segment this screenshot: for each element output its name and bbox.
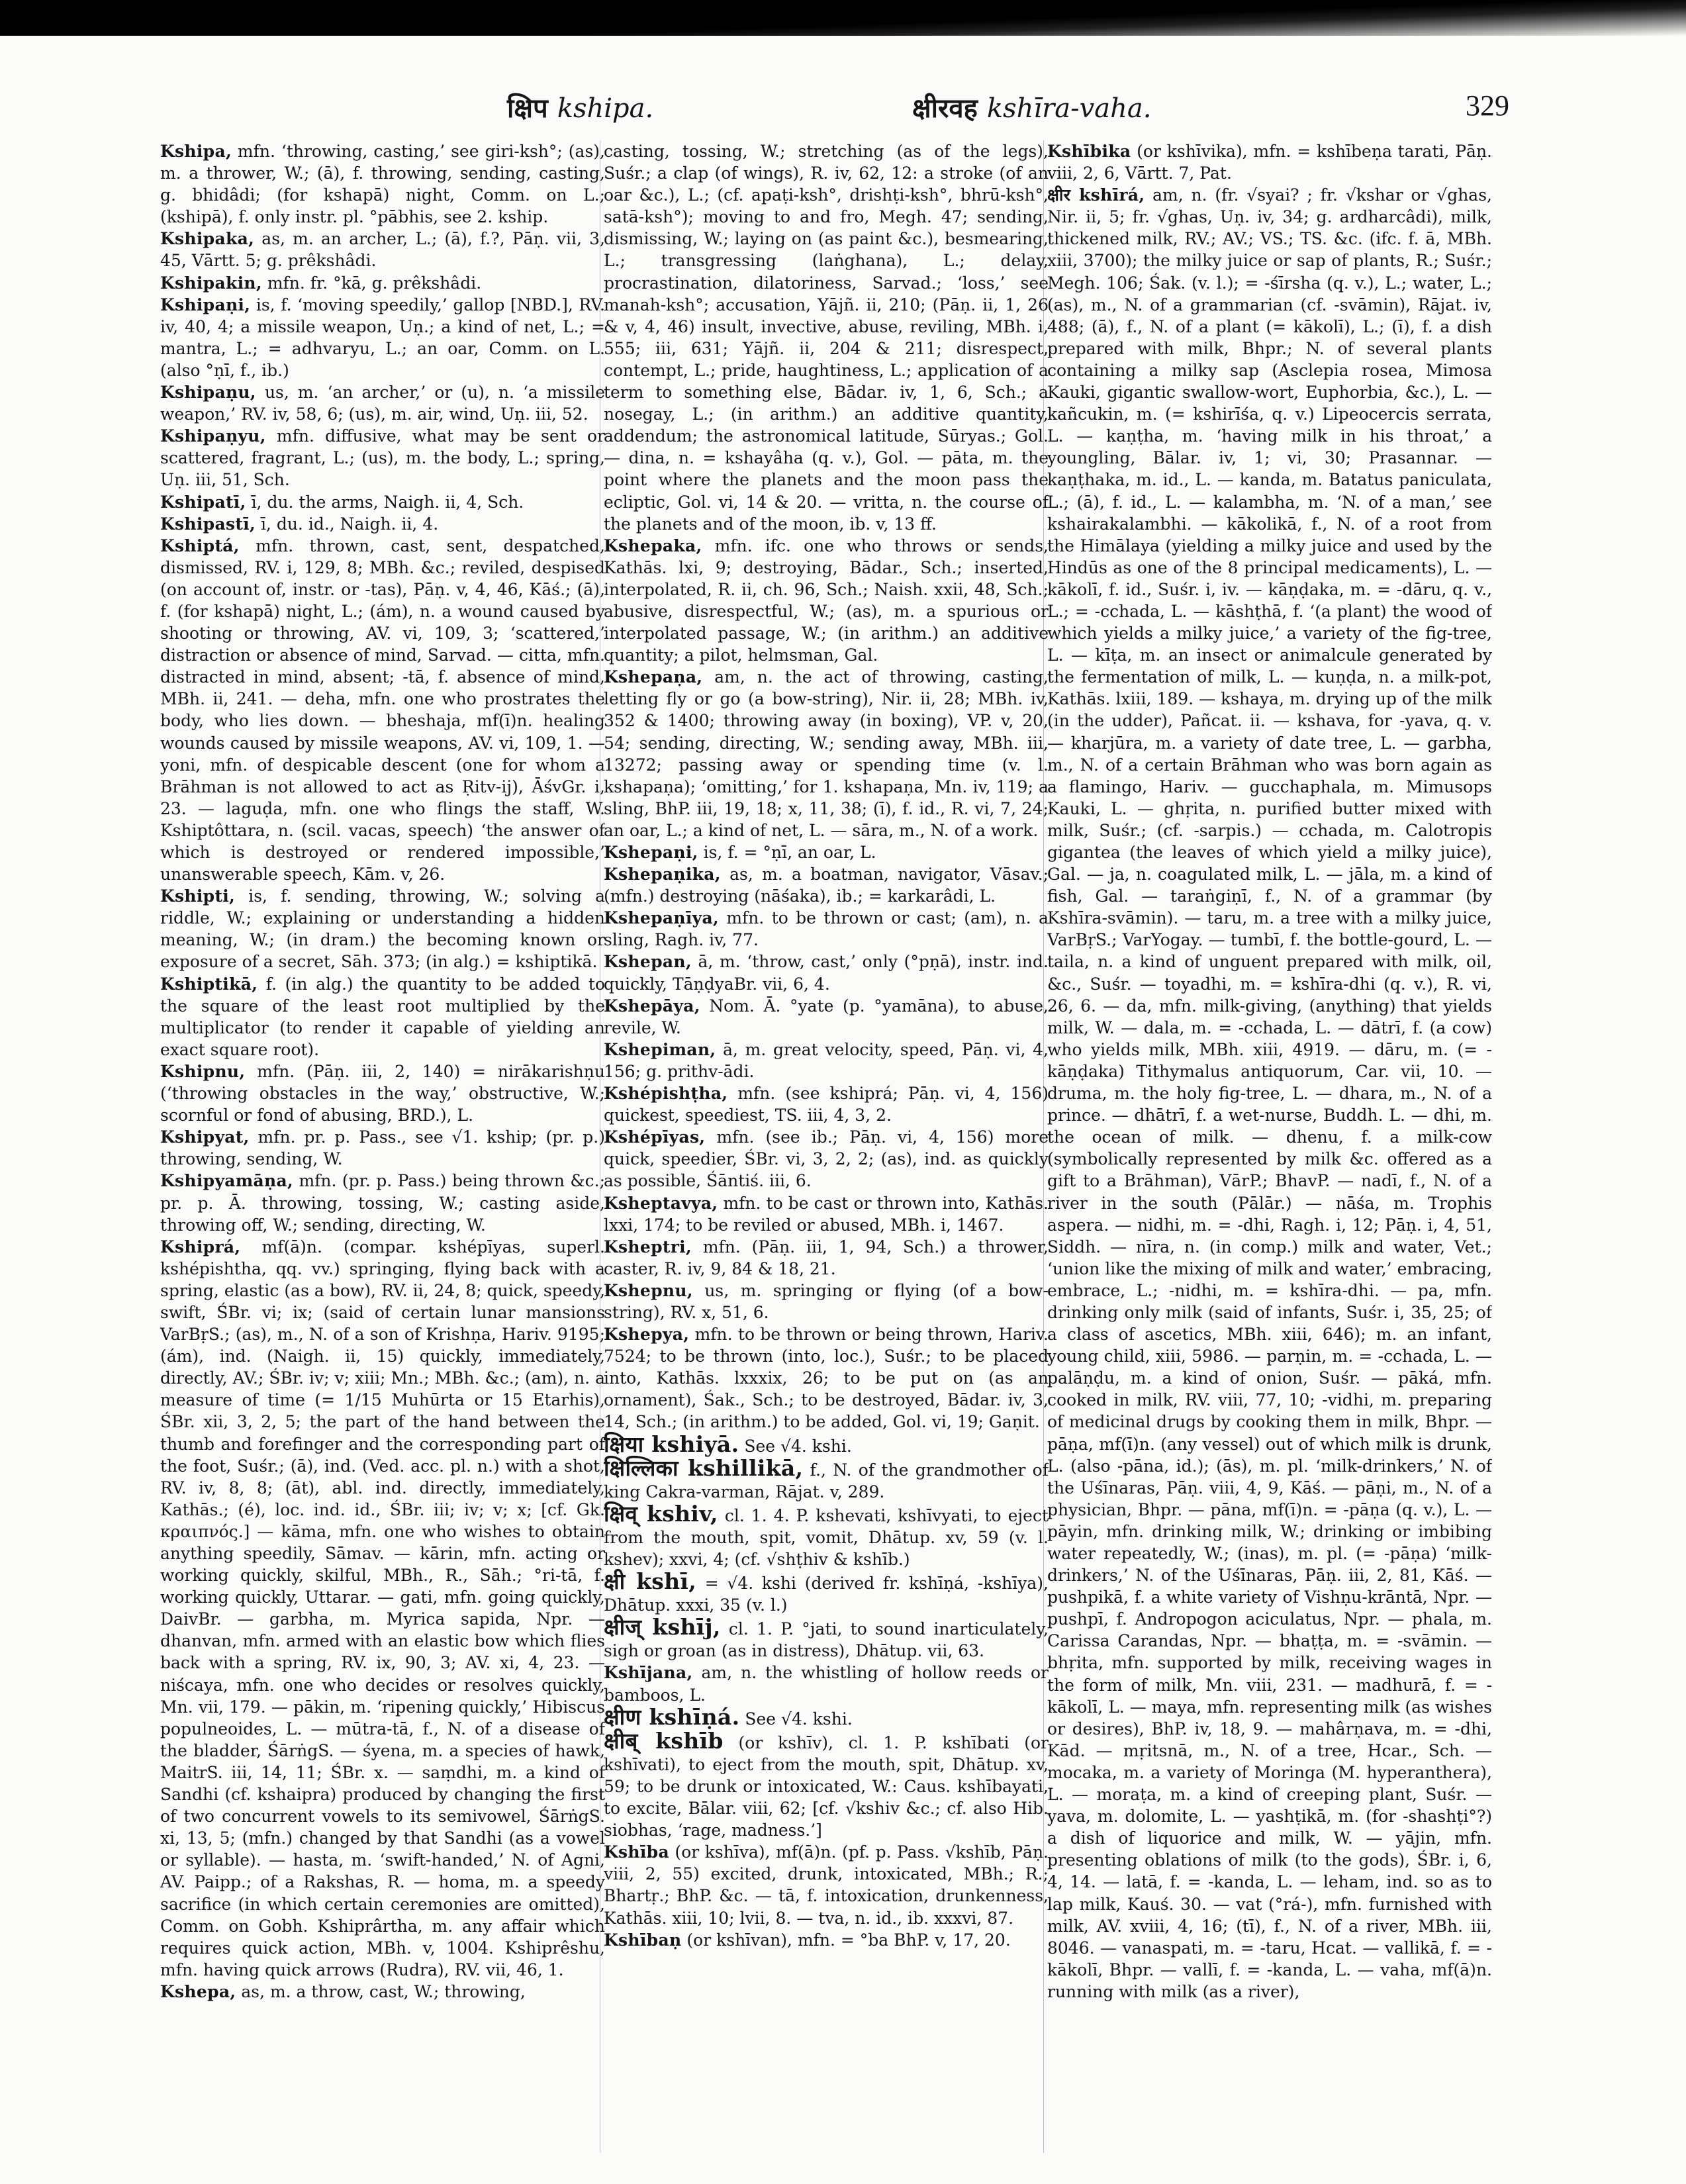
dictionary-entry: [604, 1616, 1049, 1662]
entry-definition: am, n. the whistling of hollow reeds or bamboos, L.: [604, 1663, 1049, 1705]
dictionary-entry: [160, 140, 605, 228]
entry-headword: Kshipaṇu,: [160, 383, 256, 403]
entry-headword: क्षीण kshīṇá.: [604, 1703, 740, 1730]
entry-headword: Kshepaka,: [604, 536, 702, 555]
entry-definition: mf(ā)n. (compar. kshépīyas, superl. kshépishtha, qq. vv.) springing, flying back with a spring, elastic (as a bow), RV. ii, 24, 8; quick, speedy, swift, ŚBr. vi; ix; (said of certain lunar mansions VarBṛS.; (as), m., N. of a son of Krishṇa, Hariv. 9195; (ám), ind. (Naigh. ii, 15) quickly, immediately, directly, AV.; ŚBr. iv; v; xiii; Mn.; MBh. &c.; (am), n. a measure of time (= 1/15 Muhūrta or 15 Etarhis), ŚBr. xii, 3, 2, 5; the part of the hand between the thumb and forefinger and the corresponding part of the foot, Suśr.; (ā), ind. (Ved. acc. pl. n.) with a shot, RV. iv, 8, 8; (āt), abl. ind. directly, immediately, Kathās.; (é), loc. ind. id., ŚBr. iii; iv; v; x; [cf. Gk. κραιπνός.] — kāma, mfn. one who wishes to obtain anything speedily, Sāmav. — kārin, mfn. acting or working quickly, skilful, MBh., R., Sāh.; °ri-tā, f. working quickly, Uttarar. — gati, mfn. going quickly, DaivBr. — garbha, m. Myrica sapida, Npr. — dhanvan, mfn. armed with an elastic bow which flies back with a spring, RV. ix, 90, 3; AV. xi, 4, 23. — niścaya, mfn. one who decides or resolves quickly, Mn. vii, 179. — pākin, m. ‘ripening quickly,’ Hibiscus populneoides, L. — mūtra-tā, f., N. of a disease of the bladder, ŚārṅgS. — śyena, m. a species of hawk, MaitrS. iii, 14, 11; ŚBr. x. — saṃdhi, m. a kind of Sandhi (cf. kshaipra) produced by changing the first of two concurrent vowels to its semivowel, ŚārṅgS. xi, 13, 5; (mfn.) changed by that Sandhi (as a vowel or syllable). — hasta, m. ‘swift-handed,’ N. of Agni, AV. Paipp.; of a Rakshas, R. — homa, m. a speedy sacrifice (in which certain ceremonies are omitted), Comm. on Gobh. Kshiprârtha, m. any affair which requires quick action, MBh. v, 1004. Kshiprêshu, mfn. having quick arrows (Rudra), RV. vii, 46, 1.: [160, 1237, 605, 1979]
entry-definition: mfn. to be thrown or being thrown, Hariv. 7524; to be thrown (into, loc.), Suśr.; to be placed into, Kathās. lxxxix, 26; to be put on (as an ornament), Śak., Sch.; to be destroyed, Bādar. iv, 3, 14, Sch.; (in arithm.) to be added, Gol. vi, 19; Gaṇit.: [604, 1325, 1049, 1432]
dictionary-entry: [604, 863, 1049, 907]
dictionary-entry: [604, 1323, 1049, 1433]
entry-definition: mfn. (pr. p. Pass.) being thrown &c.; pr. p. Ā. throwing, tossing, W.; casting aside, throwing off, W.; sending, directing, W.: [160, 1171, 605, 1235]
dictionary-entry: [604, 1192, 1049, 1236]
entry-headword: Kshepāya,: [604, 996, 700, 1016]
entry-headword: Kshepaṇi,: [604, 843, 698, 862]
dictionary-entry: [160, 1061, 605, 1126]
entry-headword: Ksheptri,: [604, 1237, 692, 1257]
entry-headword: क्षिव् kshiv,: [604, 1500, 718, 1527]
dictionary-entry: [160, 425, 605, 491]
entry-headword: Kshipaṇyu,: [160, 426, 266, 446]
page-number: 329: [1466, 89, 1509, 122]
entry-headword: क्षीज् kshīj,: [604, 1614, 721, 1640]
entry-headword: क्षीब् kshīb: [604, 1727, 724, 1754]
entry-headword: Kshepnu,: [604, 1280, 693, 1300]
entry-headword: Kshipaka,: [160, 229, 255, 249]
entry-headword: Kshepan,: [604, 952, 692, 972]
entry-definition: (or kshīva), mf(ā)n. (pf. p. Pass. √kshīb, Pāṇ. viii, 2, 55) excited, drunk, intoxicated, MBh.; R.; Bhartṛ.; BhP. &c. — tā, f. intoxication, drunkenness, Kathās. xiii, 10; lvii, 8. — tva, n. id., ib. xxxvi, 87.: [604, 1842, 1049, 1928]
entry-definition: is, f. = °ṇī, an oar, L.: [703, 843, 876, 862]
entry-definition: mfn. fr. °kā, g. prêkshâdi.: [267, 273, 482, 293]
entry-definition: ā, m. ‘throw, cast,’ only (°pṇā), instr. ind. quickly, TāṇḍyaBr. vii, 6, 4.: [604, 952, 1049, 994]
entry-definition: as, m. an archer, L.; (ā), f.?, Pāṇ. vii, 3, 45, Vārtt. 5; g. prêkshâdi.: [160, 229, 605, 271]
dictionary-entry: [160, 294, 605, 381]
entry-headword: Kshepaṇika,: [604, 865, 721, 884]
dictionary-entry: [604, 1500, 1049, 1570]
running-head-left-word: kshipa.: [557, 93, 654, 124]
running-head-left-devanagari: क्षिप: [507, 93, 548, 124]
entry-headword: Kshībika: [1047, 142, 1131, 161]
entry-headword: Kshipaṇi,: [160, 295, 251, 314]
dictionary-entry: [160, 491, 605, 513]
dictionary-column-3: [1047, 140, 1492, 2160]
dictionary-entry: [160, 228, 605, 271]
dictionary-entry: [160, 513, 605, 535]
dictionary-entry: [604, 951, 1049, 994]
entry-headword: Kshiptikā,: [160, 974, 258, 994]
dictionary-entry: [604, 1570, 1049, 1616]
entry-definition: ī, du. the arms, Naigh. ii, 4, Sch.: [251, 492, 524, 512]
entry-definition: f., N. of the grandmother of king Cakra-varman, Rājat. v, 289.: [604, 1460, 1049, 1501]
entry-definition: (or kshīvika), mfn. = kshībeṇa tarati, Pāṇ. viii, 2, 6, Vārtt. 7, Pat.: [1047, 142, 1492, 183]
entry-headword: Kshepya,: [604, 1325, 690, 1345]
entry-definition: (or kshīv), cl. 1. P. kshībati (or kshīvati), to eject from the mouth, spit, Dhātup. xv, 59; to be drunk or intoxicated, W.: Caus. kshībayati, to excite, Bālar. viii, 62; [cf. √kshiv &c.; cf. also Hib. siobhas, ‘rage, madness.’]: [604, 1733, 1049, 1840]
dictionary-entry: [604, 995, 1049, 1039]
entry-headword: Kshepaṇa,: [604, 667, 703, 687]
entry-headword: क्षी kshī,: [604, 1568, 697, 1595]
entry-headword: Kshepiman,: [604, 1039, 716, 1059]
scan-top-edge: [0, 0, 1686, 36]
entry-definition: mfn. to be thrown or cast; (am), n. a sling, Ragh. iv, 77.: [604, 908, 1049, 950]
dictionary-entry: [160, 1981, 605, 2003]
dictionary-entry: [160, 1170, 605, 1235]
entry-headword: Kshījana,: [604, 1663, 693, 1683]
entry-headword: Kshépishṭha,: [604, 1084, 728, 1104]
entry-definition: mfn. pr. p. Pass., see √1. kship; (pr. p.) throwing, sending, W.: [160, 1127, 605, 1169]
entry-definition: See √4. kshi.: [745, 1709, 853, 1729]
entry-headword: Kshépīyas,: [604, 1127, 706, 1147]
entry-headword: Kshiptá,: [160, 536, 240, 555]
dictionary-entry: [160, 1236, 605, 1981]
dictionary-entry: [604, 1703, 1049, 1730]
dictionary-entry: [604, 666, 1049, 841]
entry-definition: See √4. kshi.: [744, 1436, 852, 1456]
dictionary-entry: [160, 381, 605, 425]
running-head-left: [507, 89, 653, 125]
dictionary-column-2: [604, 140, 1049, 2160]
dictionary-entry: [604, 1236, 1049, 1280]
dictionary-entry: [604, 535, 1049, 667]
entry-definition: ā, m. great velocity, speed, Pāṇ. vi, 4, 156; g. prithv-ādi.: [604, 1039, 1049, 1081]
dictionary-entry: [604, 1433, 1049, 1457]
entry-definition: as, m. a boatman, navigator, Vāsav.; (mfn.) destroying (nāśaka), ib.; = karkarâdi, L.: [604, 865, 1049, 906]
dictionary-entry: [604, 1727, 1049, 1841]
entry-headword: Kshipyamāṇa,: [160, 1171, 294, 1191]
dictionary-column-1: [160, 140, 605, 2160]
dictionary-entry: [604, 1280, 1049, 1323]
running-head-right: [912, 89, 1151, 125]
entry-definition: us, m. springing or flying (of a bow-string), RV. x, 51, 6.: [604, 1280, 1049, 1322]
dictionary-entry: [160, 885, 605, 973]
entry-definition: mfn. diffusive, what may be sent or scattered, fragrant, L.; (us), m. the body, L.; spring, Uṇ. iii, 51, Sch.: [160, 426, 605, 490]
dictionary-entry: [1047, 184, 1492, 2003]
entry-definition: f. (in alg.) the quantity to be added to the square of the least root multiplied by the multiplicator (to render it capable of yielding an exact square root).: [160, 974, 605, 1059]
entry-headword: Kshipatī,: [160, 492, 246, 512]
entry-definition: am, n. the act of throwing, casting, letting fly or go (a bow-string), Nir. ii, 28; MBh. iv, 352 & 1400; throwing away (in boxing), VP. v, 20, 54; sending, directing, W.; sending away, MBh. iii, 13272; passing away or spending time (v. l. kshapaṇa); ‘omitting,’ for 1. kshapaṇa, Mn. iv, 119; a sling, BhP. iii, 19, 18; x, 11, 38; (ī), f. id., R. vi, 7, 24; an oar, L.; a kind of net, L. — sāra, m., N. of a work.: [604, 667, 1049, 840]
entry-definition: mfn. ‘throwing, casting,’ see giri-ksh°; (as), m. a thrower, W.; (ā), f. throwing, sending, casting, g. bhidâdi; (for kshapā) night, Comm. on L.; (kshipā), f. only instr. pl. °pābhis, see 2. kship.: [160, 142, 605, 227]
entry-definition: mfn. to be cast or thrown into, Kathās. lxxi, 174; to be reviled or abused, MBh. i, 1467.: [604, 1193, 1049, 1235]
entry-definition: us, m. ‘an archer,’ or (u), n. ‘a missile weapon,’ RV. iv, 58, 6; (us), m. air, wind, Uṇ. iii, 52.: [160, 383, 605, 424]
entry-definition: ī, du. id., Naigh. ii, 4.: [260, 514, 439, 534]
entry-definition: (or kshīvan), mfn. = °ba BhP. v, 17, 20.: [686, 1930, 1011, 1950]
entry-headword: Kshiprá,: [160, 1237, 241, 1257]
entry-definition: cl. 1. P. °jati, to sound inarticulately, sigh or groan (as in distress), Dhātup. vii, 63.: [604, 1619, 1049, 1661]
running-head-right-devanagari: क्षीरवह: [912, 93, 978, 124]
entry-headword: Kshipa,: [160, 142, 232, 161]
dictionary-entry: [604, 841, 1049, 863]
dictionary-entry: [604, 1039, 1049, 1082]
entry-headword: Kshipti,: [160, 886, 236, 906]
dictionary-entry: [1047, 140, 1492, 184]
entry-definition: Nom. Ā. °yate (p. °yamāna), to abuse, revile, W.: [604, 996, 1049, 1037]
entry-definition: mfn. ifc. one who throws or sends, Kathās. lxi, 9; destroying, Bādar., Sch.; inserted, interpolated, R. ii, ch. 96, Sch.; Naish. xxii, 48, Sch.; abusive, disrespectful, W.; (as), m. a spurious or interpolated passage, W.; (in arithm.) an additive quantity; a pilot, helmsman, Gal.: [604, 536, 1049, 665]
dictionary-entry: [604, 1841, 1049, 1928]
dictionary-entry: [160, 535, 605, 886]
dictionary-entry: [604, 1082, 1049, 1126]
entry-headword: क्षीर kshīrá,: [1047, 185, 1145, 205]
entry-headword: Kshepa,: [160, 1981, 236, 2001]
entry-definition: cl. 1. 4. P. kshevati, kshīvyati, to eject from the mouth, spit, vomit, Dhātup. xv, 59 (v. l. kshev); xxvi, 4; (cf. √shṭhiv & kshīb.): [604, 1505, 1049, 1569]
dictionary-entry: [160, 272, 605, 294]
entry-headword: क्षिया kshiyā.: [604, 1431, 739, 1457]
entry-definition: mfn. (see ib.; Pāṇ. vi, 4, 156) more quick, speedier, ŚBr. vi, 3, 2, 2; (as), ind. as quickly as possible, Śāntiś. iii, 6.: [604, 1127, 1049, 1191]
entry-definition: is, f. sending, throwing, W.; solving a riddle, W.; explaining or understanding a hidden meaning, W.; (in dram.) the becoming known or exposure of a secret, Sāh. 373; (in alg.) = kshiptikā.: [160, 886, 605, 972]
entry-headword: Kshībaṇ: [604, 1930, 682, 1950]
entry-headword: Kshība: [604, 1842, 669, 1862]
entry-headword: Ksheptavya,: [604, 1193, 718, 1213]
entry-definition: mfn. (Pāṇ. iii, 1, 94, Sch.) a thrower, caster, R. iv, 9, 84 & 18, 21.: [604, 1237, 1049, 1278]
page-header: [132, 89, 1509, 135]
dictionary-entry: [604, 1126, 1049, 1192]
entry-definition: is, f. ‘moving speedily,’ gallop [NBD.], RV. iv, 40, 4; a missile weapon, Uṇ.; a kind of net, L.; = mantra, L.; = adhvaryu, L.; an oar, Comm. on L. (also °ṇī, f., ib.): [160, 295, 605, 380]
dictionary-entry: [604, 1454, 1049, 1503]
entry-definition: = √4. kshi (derived fr. kshīṇá, -kshīya), Dhātup. xxxi, 35 (v. l.): [604, 1574, 1049, 1615]
entry-definition: mfn. (see kshiprá; Pāṇ. vi, 4, 156) quickest, speediest, TS. iii, 4, 3, 2.: [604, 1084, 1049, 1125]
running-head-right-word: kshīra-vaha.: [986, 93, 1152, 124]
entry-definition: mfn. (Pāṇ. iii, 2, 140) = nirākarishṇu (‘throwing obstacles in the way,’ obstructive, W.; scornful or fond of abusing, BRD.), L.: [160, 1061, 605, 1125]
dictionary-entry: [604, 1662, 1049, 1705]
dictionary-entry: [604, 907, 1049, 951]
dictionary-entry: [604, 1929, 1049, 1951]
dictionary-entry: [160, 973, 605, 1061]
entry-headword: Kshipnu,: [160, 1061, 246, 1081]
entry-definition: casting, tossing, W.; stretching (as of the legs), Suśr.; a clap (of wings), R. iv, 62, 12: a stroke (of an oar &c.), L.; (cf. apaṭi-ksh°, drishṭi-ksh°, bhrū-ksh°, satā-ksh°); moving to and fro, Megh. 47; sending, dismissing, W.; laying on (as paint &c.), besmearing, L.; transgressing (laṅghana), L.; delay, procrastination, dilatoriness, Sarvad.; ‘loss,’ see manah-ksh°; accusation, Yājñ. ii, 210; (Pāṇ. ii, 1, 26 & v, 4, 46) insult, invective, abuse, reviling, MBh. i, 555; iii, 631; Yājñ. ii, 204 & 211; disrespect, contempt, L.; pride, haughtiness, L.; application of a term to something else, Bādar. iv, 1, 6, Sch.; a nosegay, L.; (in arithm.) an additive quantity, addendum; the astronomical latitude, Sūryas.; Gol. — dina, n. = kshayâha (q. v.), Gol. — pāta, m. the point where the planets and the moon pass the ecliptic, Gol. vi, 14 & 20. — vritta, n. the course of the planets and of the moon, ib. v, 13 ff.: [604, 142, 1049, 534]
entry-headword: क्षिल्लिका kshillikā,: [604, 1454, 804, 1481]
entry-headword: Kshipakin,: [160, 273, 262, 293]
entry-headword: Kshepaṇīya,: [604, 908, 719, 928]
entry-definition: am, n. (fr. √syai? ; fr. √kshar or √ghas, Nir. ii, 5; fr. √ghas, Uṇ. iv, 34; g. ardharcâdi), milk, thickened milk, RV.; AV.; VS.; TS. &c. (ifc. f. ā, MBh. xiii, 3700); the milky juice or sap of plants, R.; Suśr.; Megh. 106; Śak. (v. l.); = -śīrsha (q. v.), L.; water, L.; (as), m., N. of a grammarian (cf. -svāmin), Rājat. iv, 488; (ā), f., N. of a plant (= kākolī), L.; (ī), f. a dish prepared with milk, Bhpr.; N. of several plants containing a milky sap (Asclepia rosea, Mimosa Kauki, gigantic swallow-wort, Euphorbia, &c.), L. — kañcukin, m. (= kshirīśa, q. v.) Lipeocercis serrata, L. — kaṇṭha, m. ‘having milk in his throat,’ a youngling, Bālar. iv, 1; vi, 30; Prasannar. — kaṇṭhaka, m. id., L. — kanda, m. Batatus paniculata, L.; (ā), f. id., L. — kalambha, m. ‘N. of a man,’ see kshairakalambhi. — kākolikā, f., N. of a root from the Himālaya (yielding a milky juice and used by the Hindūs as one of the 8 principal medicaments), L. — kākolī, f. id., Suśr. i, iv. — kāṇḍaka, m. = -dāru, q. v., L.; = -cchada, L. — kāshṭhā, f. ‘(a plant) the wood of which yields a milky juice,’ a variety of the fig-tree, L. — kīṭa, m. an insect or animalcule generated by the fermentation of milk, L. — kuṇḍa, n. a milk-pot, Kathās. lxiii, 189. — kshaya, m. drying up of the milk (in the udder), Pañcat. ii. — kshava, for -yava, q. v. — kharjūra, m. a variety of date tree, L. — garbha, m., N. of a certain Brāhman who was born again as a flamingo, Hariv. — gucchaphala, m. Mimusops Kauki, L. — ghṛita, n. purified butter mixed with milk, Suśr.; (cf. -sarpis.) — cchada, m. Calotropis gigantea (the leaves of which yield a milky juice), Gal. — ja, n. coagulated milk, L. — jāla, m. a kind of fish, Gal. — taraṅgiṇī, f., N. of a grammar (by Kshīra-svāmin). — taru, m. a tree with a milky juice, VarBṛS.; VarYogay. — tumbī, f. the bottle-gourd, L. — taila, n. a kind of unguent prepared with milk, oil, &c., Suśr. — toyadhi, m. = kshīra-dhi (q. v.), R. vi, 26, 6. — da, mfn. milk-giving, (anything) that yields milk, W. — dala, m. = -cchada, L. — dātrī, f. (a cow) who yields milk, MBh. xiii, 4919. — dāru, m. (= -kāṇḍaka) Tithymalus antiquorum, Car. vii, 10. — druma, m. the holy fig-tree, L. — dhara, m., N. of a prince. — dhātrī, f. a wet-nurse, Buddh. L. — dhi, m. the ocean of milk. — dhenu, f. a milk-cow (symbolically represented by milk &c. offered as a gift to a Brāhman), VārP.; BhavP. — nadī, f., N. of a river in the south (Pālār.) — nāśa, m. Trophis aspera. — nidhi, m. = -dhi, Ragh. i, 12; Pāṇ. i, 4, 51, Siddh. — nīra, n. (in comp.) milk and water, Vet.; ‘union like the mixing of milk and water,’ embracing, embrace, L.; -nidhi, m. = kshīra-dhi. — pa, mfn. drinking only milk (said of infants, Suśr. i, 35, 25; of a class of ascetics, MBh. xiii, 646); m. an infant, young child, xiii, 5986. — parṇin, m. = -cchada, L. — palāṇḍu, m. a kind of onion, Suśr. — pāká, mfn. cooked in milk, RV. viii, 77, 10; -vidhi, m. preparing of medicinal drugs by cooking them in milk, Bhpr. — pāṇa, mf(ī)n. (any vessel) out of which milk is drunk, L. (also -pāna, id.); (ās), m. pl. ‘milk-drinkers,’ N. of the Uśīnaras, Pāṇ. viii, 4, 9, Kāś. — pāṇi, m., N. of a physician, Bhpr. — pāna, mf(ī)n. = -pāṇa (q. v.), L. — pāyin, mfn. drinking milk, W.; drinking or imbibing water repeatedly, W.; (inas), m. pl. (= -pāṇa) ‘milk-drinkers,’ N. of the Uśīnaras, Pāṇ. iii, 2, 81, Kāś. — pushpikā, f. a white variety of Vishṇu-krāntā, Npr. — pushpī, f. Andropogon aciculatus, Npr. — phala, m. Carissa Carandas, Npr. — bhaṭṭa, m. = -svāmin. — bhṛita, mfn. supported by milk, receiving wages in the form of milk, Mn. viii, 231. — madhurā, f. = -kākolī, L. — maya, mfn. representing milk (as wishes or desires), BhP. iv, 18, 9. — mahârṇava, m. = -dhi, Kād. — mṛitsnā, m., N. of a tree, Hcar., Sch. — mocaka, m. a variety of Moringa (M. hyperanthera), L. — moraṭa, m. a kind of creeping plant, Suśr. — yava, m. dolomite, L. — yashṭikā, m. (for -shashṭi°?) a dish of liquorice and milk, W. — yājin, mfn. presenting oblations of milk (to the gods), ŚBr. i, 6, 4, 14. — latā, f. = -kanda, L. — leham, ind. so as to lap milk, Kauś. 30. — vat (°rá-), mfn. furnished with milk, AV. xviii, 4, 16; (tī), f., N. of a river, MBh. iii, 8046. — vanaspati, m. = -taru, Hcat. — vallikā, f. = -kākolī, Bhpr. — vallī, f. = -kanda, L. — vaha, mf(ā)n. running with milk (as a river),: [1047, 185, 1492, 2001]
entry-headword: Kshipastī,: [160, 514, 256, 534]
dictionary-entry: [160, 1126, 605, 1170]
entry-definition: mfn. thrown, cast, sent, despatched, dismissed, RV. i, 129, 8; MBh. &c.; reviled, despised (on account of, instr. or -tas), Pāṇ. v, 4, 46, Kāś.; (ā), f. (for kshapā) night, L.; (ám), n. a wound caused by shooting or throwing, AV. vi, 109, 3; ‘scattered,’ distraction or absence of mind, Sarvad. — citta, mfn. distracted in mind, absent; -tā, f. absence of mind, MBh. ii, 241. — deha, mfn. one who prostrates the body, who lies down. — bheshaja, mf(ī)n. healing wounds caused by missile weapons, AV. vi, 109, 1. — yoni, mfn. of despicable descent (one for whom a Brāhman is not allowed to act as Ṛitv-ij), ĀśvGr. i, 23. — laguḍa, mfn. one who flings the staff, W. Kshiptôttara, n. (scil. vacas, speech) ‘the answer of which is destroyed or rendered impossible,’ unanswerable speech, Kām. v, 26.: [160, 536, 605, 884]
dictionary-entry: [604, 140, 1049, 535]
entry-headword: Kshipyat,: [160, 1127, 250, 1147]
entry-definition: as, m. a throw, cast, W.; throwing,: [241, 1981, 526, 2001]
